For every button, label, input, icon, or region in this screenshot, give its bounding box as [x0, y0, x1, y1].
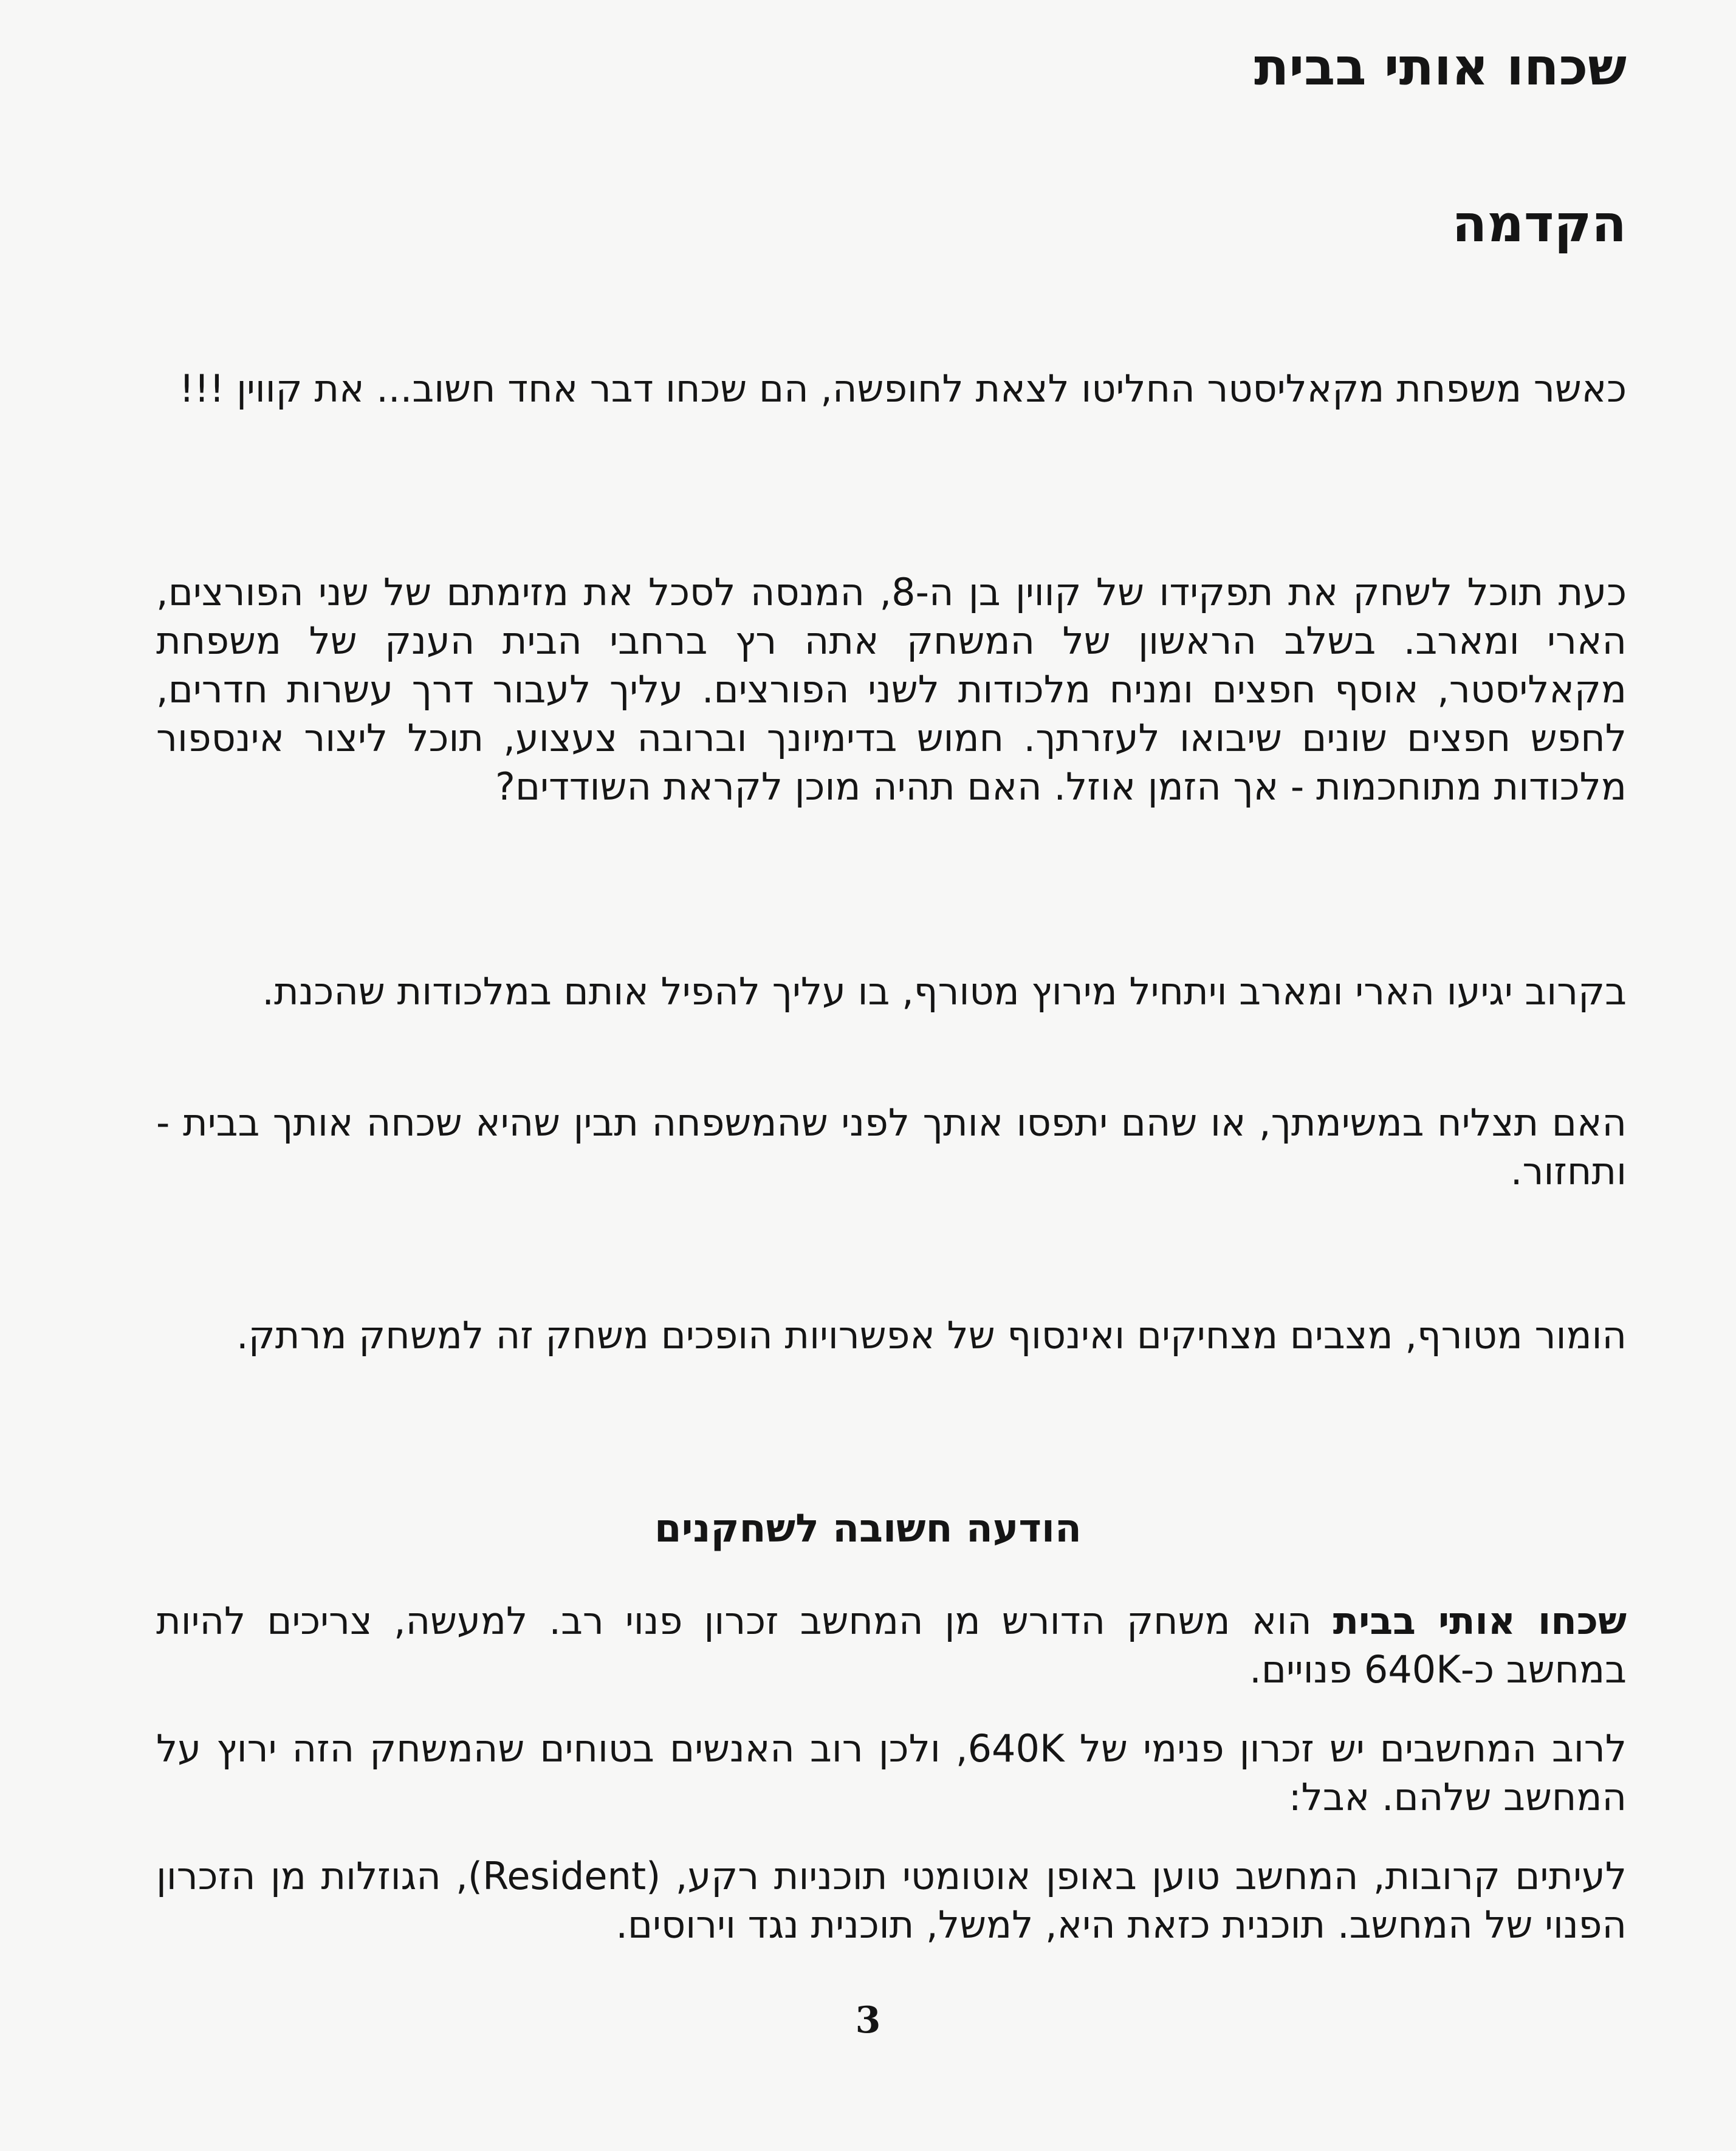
intro-paragraph-2: כעת תוכל לשחק את תפקידו של קווין בן ה-8, המנסה לסכל את מזימתם של שני הפורצים, הארי ומארב. בשלב הראשון של המשחק אתה רץ ברחבי הבית הענק של משפחת מקאליסטר, אוסף חפצים ומניח מלכודות לשני הפורצים. עליך לעבור דרך עשרות חדרים, לחפש חפצים שונים שיבואו לעזרתך. חמוש בדימיונך וברובה צעצוע, תוכל ליצור אינספור מלכודות מתוחכמות - אך הזמן אוזל. האם תהיה מוכן לקראת השודדים? — [156, 570, 1627, 809]
notice-game-title: שכחו אותי בבית — [1333, 1599, 1627, 1643]
intro-paragraph-5: הומור מטורף, מצבים מצחיקים ואינסוף של אפשרויות הופכים משחק זה למשחק מרתק. — [236, 1313, 1627, 1357]
page-number: 3 — [855, 1999, 881, 2042]
intro-paragraph-3: בקרוב יגיעו הארי ומארב ויתחיל מירוץ מטורף, בו עליך להפיל אותם במלכודות שהכנת. — [262, 969, 1627, 1014]
notice-paragraph-2: לרוב המחשבים יש זכרון פנימי של 640K, ולכן רוב האנשים בטוחים שהמשחק הזה ירוץ על המחשב שלהם. אבל: — [156, 1726, 1627, 1819]
document-title: שכחו אותי בבית — [1254, 37, 1627, 97]
notice-paragraph-1 — [156, 1597, 1627, 1694]
intro-paragraph-4: האם תצליח במשימתך, או שהם יתפסו אותך לפני שהמשפחה תבין שהיא שכחה אותך בבית - ותחזור. — [156, 1100, 1627, 1193]
intro-paragraph-1: כאשר משפחת מקאליסטר החליטו לצאת לחופשה, הם שכחו דבר אחד חשוב... את קווין !!! — [179, 366, 1627, 411]
intro-heading: הקדמה — [1452, 194, 1627, 253]
notice-heading-text: הודעה חשובה לשחקנים — [654, 1506, 1082, 1551]
notice-paragraph-3: לעיתים קרובות, המחשב טוען באופן אוטומטי תוכניות רקע, (Resident), הגוזלות מן הזכרון הפנוי של המחשב. תוכנית כזאת היא, למשל, תוכנית נגד וירוסים. — [156, 1854, 1627, 1947]
notice-heading — [0, 1506, 1736, 1552]
notice-paragraph-1-text: הוא משחק הדורש מן המחשב זכרון פנוי רב. למעשה, צריכים להיות במחשב כ-640K פנויים. — [156, 1599, 1627, 1692]
